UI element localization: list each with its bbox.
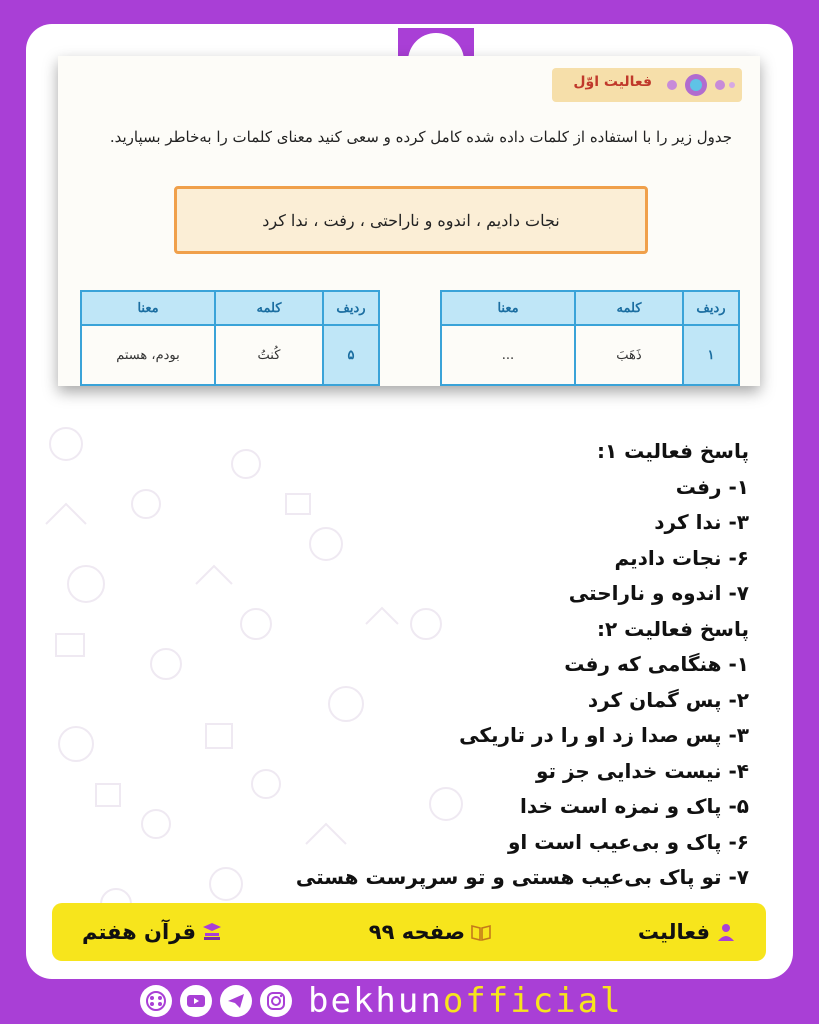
student-icon	[716, 922, 736, 942]
word-cell: کُنتُ	[215, 325, 323, 385]
footer-info-bar	[52, 903, 766, 961]
aparat-icon[interactable]	[140, 985, 172, 1017]
answer-line: ۱- رفت	[675, 474, 749, 499]
word-cell: ذَهَبَ	[575, 325, 683, 385]
answer-line: ۱- هنگامی که رفت	[564, 652, 749, 676]
answer-line: ۲- پس گمان کرد	[587, 687, 749, 712]
answers-list	[296, 434, 749, 931]
answer-heading-1: پاسخ فعالیت ۱:	[597, 439, 749, 463]
right-vocab-table	[440, 290, 740, 386]
header-word: کلمه	[575, 291, 683, 325]
books-cap-icon	[202, 922, 222, 942]
answer-line: ۷- اندوه و ناراحتی	[568, 581, 749, 605]
brand-part-2: official	[442, 981, 623, 1021]
brand-part-1: bekhun	[308, 981, 443, 1021]
left-vocab-table	[80, 290, 380, 386]
header-row: ردیف	[683, 291, 739, 325]
activity-label	[552, 68, 742, 102]
footer-book-text: قرآن هفتم	[82, 920, 196, 944]
footer-book	[82, 920, 222, 944]
header-word: کلمه	[215, 291, 323, 325]
answer-line: ۶- پاک و بی‌عیب است او	[508, 829, 749, 854]
meaning-cell: بودم، هستم	[81, 325, 215, 385]
activity-label-text: فعالیت اوّل	[573, 74, 652, 90]
header-row: ردیف	[323, 291, 379, 325]
row-number: ۵	[323, 325, 379, 385]
header-meaning: معنا	[81, 291, 215, 325]
footer-page-text: صفحه ۹۹	[368, 920, 466, 944]
answer-line: ۷- تو پاک بی‌عیب هستی و تو سرپرست هستی	[295, 865, 749, 889]
meaning-cell: ...	[441, 325, 575, 385]
row-number: ۱	[683, 325, 739, 385]
footer-page	[369, 920, 491, 944]
brand-name	[308, 983, 623, 1019]
social-row	[140, 983, 623, 1019]
answer-line: ۶- نجات دادیم	[614, 545, 749, 570]
footer-activity-text: فعالیت	[637, 920, 710, 944]
answer-line: ۳- ندا کرد	[654, 510, 749, 534]
youtube-icon[interactable]	[180, 985, 212, 1017]
word-bank-text: نجات دادیم ، اندوه و ناراحتی ، رفت ، ندا کرد	[262, 210, 560, 230]
instagram-icon[interactable]	[260, 985, 292, 1017]
activity-dots-icon	[658, 72, 738, 98]
answer-line: ۳- پس صدا زد او را در تاریکی	[459, 723, 749, 747]
textbook-excerpt	[58, 56, 760, 386]
answer-line: ۵- پاک و نمزه است خدا	[520, 794, 749, 818]
footer-activity	[638, 920, 736, 944]
answer-heading-2: پاسخ فعالیت ۲:	[597, 616, 749, 641]
word-bank	[174, 186, 648, 254]
telegram-icon[interactable]	[220, 985, 252, 1017]
header-meaning: معنا	[441, 291, 575, 325]
instruction-text: جدول زیر را با استفاده از کلمات داده شده کامل کرده و سعی کنید معنای کلمات را به‌خاطر بسپارید.	[109, 128, 732, 146]
answer-line: ۴- نیست خدایی جز تو	[535, 758, 749, 783]
open-book-icon	[471, 922, 491, 942]
